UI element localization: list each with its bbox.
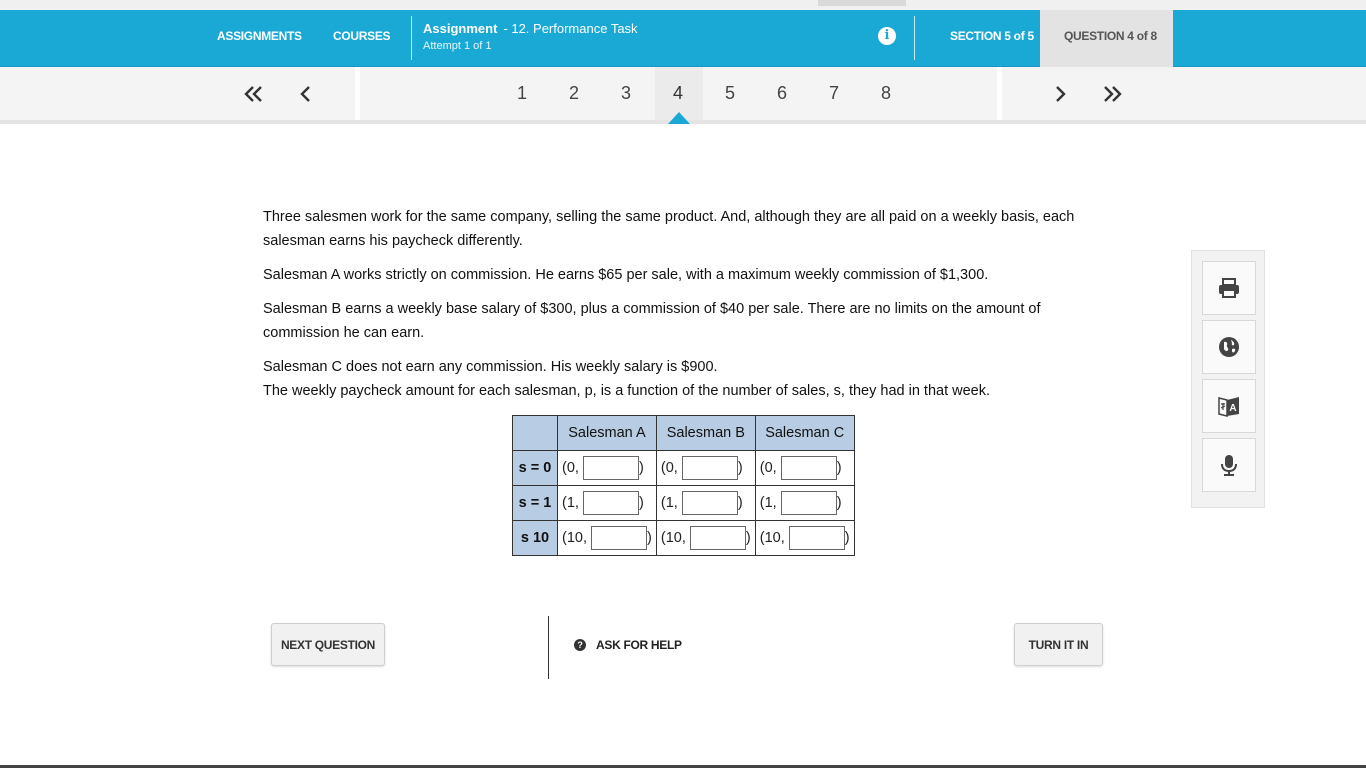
table-row: [513, 486, 855, 521]
row-label: s = 1: [513, 486, 558, 521]
answer-input-s10-a[interactable]: [591, 526, 647, 550]
answer-cell: (1, ): [558, 486, 657, 521]
answer-cell: (1, ): [755, 486, 854, 521]
microphone-icon: [1217, 453, 1241, 477]
question-number-3[interactable]: 3: [620, 83, 631, 103]
answer-table: [512, 415, 855, 556]
table-row: [513, 451, 855, 486]
question-number-6[interactable]: 6: [776, 83, 787, 103]
answer-input-s10-b[interactable]: [690, 526, 746, 550]
qnav-separator: [355, 67, 360, 120]
ask-for-help-label: ASK FOR HELP: [596, 638, 682, 652]
answer-input-s1-a[interactable]: [583, 491, 639, 515]
info-icon[interactable]: i: [878, 27, 896, 45]
current-question-marker: [668, 112, 690, 124]
question-number-2[interactable]: 2: [568, 83, 579, 103]
header-salesman-a: Salesman A: [558, 416, 657, 451]
question-navigation: [0, 67, 1366, 124]
assignment-title: [423, 21, 638, 36]
next-question-button[interactable]: NEXT QUESTION: [271, 623, 385, 666]
answer-input-s1-b[interactable]: [682, 491, 738, 515]
answer-cell: (10, ): [558, 521, 657, 556]
question-number-5[interactable]: 5: [724, 83, 735, 103]
translate-icon: [1217, 394, 1241, 418]
first-question-button[interactable]: [239, 79, 269, 109]
footer-divider: [548, 616, 549, 679]
chevron-left-icon: [291, 79, 321, 109]
table-corner-cell: [513, 416, 558, 451]
answer-cell: (0, ): [755, 451, 854, 486]
table-row: [513, 521, 855, 556]
assignment-label: Assignment: [423, 21, 498, 36]
assignment-name: - 12. Performance Task: [503, 21, 638, 36]
print-button[interactable]: [1202, 261, 1256, 315]
answer-input-s0-c[interactable]: [781, 456, 837, 480]
next-question-arrow[interactable]: [1045, 79, 1075, 109]
paragraph-salesman-b: Salesman B earns a weekly base salary of $300, plus a commission of $40 per sale. There are no limits on the amount of commission he can earn.: [263, 301, 1041, 341]
answer-cell: (1, ): [656, 486, 755, 521]
question-text: [263, 205, 1103, 413]
topbar-divider: [411, 16, 412, 60]
question-number-7[interactable]: 7: [828, 83, 839, 103]
print-icon: [1217, 276, 1241, 300]
attempt-text: Attempt 1 of 1: [423, 40, 492, 52]
qnav-separator: [997, 67, 1002, 120]
question-number-1[interactable]: 1: [516, 83, 527, 103]
answer-input-s0-b[interactable]: [682, 456, 738, 480]
double-chevron-right-icon: [1097, 79, 1127, 109]
question-number-8[interactable]: 8: [880, 83, 891, 103]
double-chevron-left-icon: [239, 79, 269, 109]
assignments-link[interactable]: ASSIGNMENTS: [217, 29, 302, 43]
courses-link[interactable]: COURSES: [333, 29, 391, 43]
question-number-4[interactable]: 4: [672, 83, 683, 103]
answer-input-s10-c[interactable]: [789, 526, 845, 550]
help-icon: ?: [574, 639, 586, 651]
chevron-right-icon: [1045, 79, 1075, 109]
section-indicator: SECTION 5 of 5: [950, 29, 1034, 43]
answer-input-s0-a[interactable]: [583, 456, 639, 480]
paragraph-salesman-a: Salesman A works strictly on commission. He earns $65 per sale, with a maximum weekly commission of $1,300.: [263, 267, 989, 283]
paragraph-salesman-c: Salesman C does not earn any commission. His weekly salary is $900.: [263, 359, 718, 375]
row-label: s 10: [513, 521, 558, 556]
translate-button[interactable]: [1202, 379, 1256, 433]
question-indicator: QUESTION 4 of 8: [1040, 10, 1173, 67]
answer-cell: (0, ): [656, 451, 755, 486]
answer-input-s1-c[interactable]: [781, 491, 837, 515]
row-label: s = 0: [513, 451, 558, 486]
browser-top-strip: [0, 0, 1366, 10]
answer-cell: (0, ): [558, 451, 657, 486]
paragraph-function: The weekly paycheck amount for each salesman, p, is a function of the number of sales, s, they had in that week.: [263, 383, 991, 399]
globe-icon: [1217, 335, 1241, 359]
topbar-divider: [914, 16, 915, 60]
answer-cell: (10, ): [755, 521, 854, 556]
microphone-button[interactable]: [1202, 438, 1256, 492]
table-header-row: [513, 416, 855, 451]
globe-button[interactable]: [1202, 320, 1256, 374]
tool-palette: [1191, 250, 1265, 508]
turn-it-in-button[interactable]: TURN IT IN: [1014, 623, 1103, 666]
ask-for-help-link[interactable]: [574, 638, 682, 652]
paragraph-intro: Three salesmen work for the same company, selling the same product. And, although they are all paid on a weekly basis, each salesman earns his paycheck differently.: [263, 209, 1075, 249]
last-question-button[interactable]: [1097, 79, 1127, 109]
answer-cell: (10, ): [656, 521, 755, 556]
previous-question-button[interactable]: [291, 79, 321, 109]
tab-marker: [818, 0, 906, 6]
top-bar: [0, 10, 1366, 67]
svg-text:A: A: [1229, 403, 1237, 414]
header-salesman-b: Salesman B: [656, 416, 755, 451]
header-salesman-c: Salesman C: [755, 416, 854, 451]
